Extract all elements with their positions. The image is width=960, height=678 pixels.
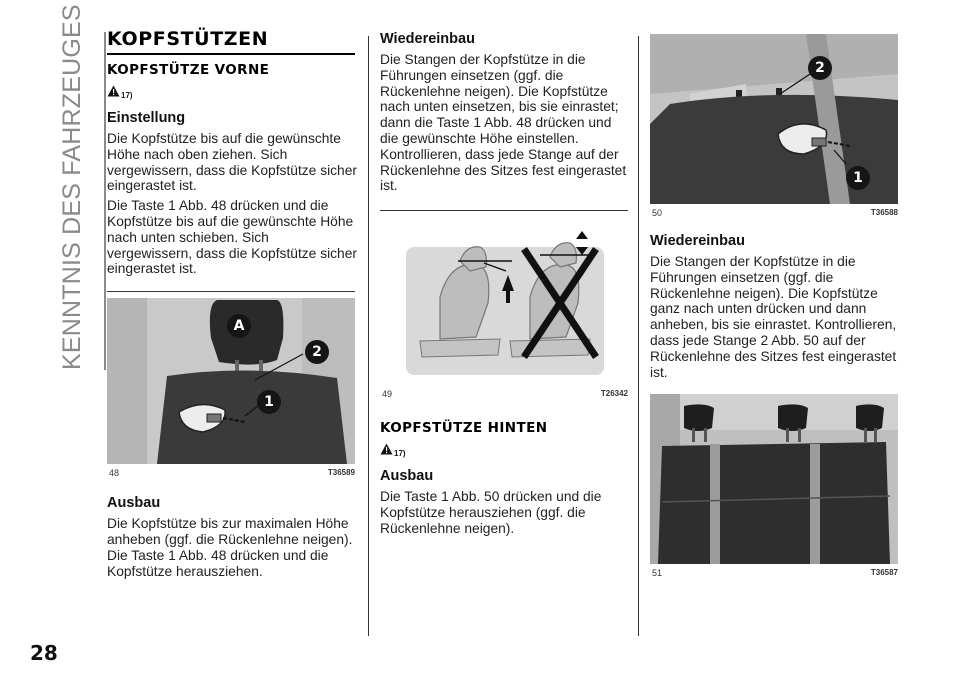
title-rule bbox=[107, 53, 355, 55]
heading-wiedereinbau: Wiedereinbau bbox=[380, 31, 475, 47]
page-number: 28 bbox=[30, 641, 58, 665]
rear-bench-illustration bbox=[650, 394, 898, 564]
column-divider bbox=[368, 36, 369, 636]
figure-code: T36588 bbox=[870, 208, 898, 217]
warning-ref-number: 17) bbox=[394, 449, 406, 459]
callout-a: A bbox=[227, 314, 251, 338]
heading-ausbau: Ausbau bbox=[380, 468, 434, 485]
warning-reference bbox=[107, 85, 357, 105]
figure-code: T36589 bbox=[327, 468, 355, 478]
paragraph: Die Kopfstütze bis zur maximalen Höhe anheben (ggf. die Rückenlehne neigen). Die Taste 1 Abb. 48 drücken und die Kopfstütze herausziehen. bbox=[107, 516, 353, 579]
column-2 bbox=[380, 28, 630, 537]
figure-number: 48 bbox=[109, 468, 120, 479]
heading-einstellung: Einstellung bbox=[107, 110, 186, 126]
chapter-title: KENNTNIS DES FAHRZEUGES bbox=[58, 4, 86, 370]
figure-number: 51 bbox=[652, 568, 663, 579]
figure-51-image bbox=[650, 394, 898, 564]
subsection-title: KOPFSTÜTZE VORNE bbox=[107, 62, 270, 78]
figure-49-image bbox=[380, 217, 628, 385]
figure-code: T26342 bbox=[600, 389, 628, 399]
figure-51 bbox=[650, 394, 900, 578]
figure-code: T36587 bbox=[870, 568, 898, 578]
figure-caption bbox=[650, 208, 900, 218]
callout-1: 1 bbox=[846, 166, 870, 190]
column-1 bbox=[107, 28, 357, 579]
warning-icon bbox=[107, 85, 120, 97]
paragraph: Die Stangen der Kopfstütze in die Führungen einsetzen (ggf. die Rückenlehne neigen). Die Kopfstütze ganz nach unten drücken und dann anheben, bis sie einrastet. Kontrollieren, dass jede Stange 2 Abb. 50 auf der Rückenlehne des Sitzes fest eingerastet ist. bbox=[650, 254, 897, 380]
paragraph: Die Stangen der Kopfstütze in die Führungen einsetzen (ggf. die Rückenlehne neigen). Die Kopfstütze nach unten einsetzen, bis sie einrastet; dann die Taste 1 Abb. 48 drücken und die gewünschte Höhe einstellen. Kontrollieren, dass jede Stange auf der Rückenlehne des Sitzes fest eingerastet ist. bbox=[380, 52, 627, 194]
column-divider bbox=[638, 36, 639, 636]
figure-50-image bbox=[650, 34, 898, 204]
figure-number: 49 bbox=[382, 389, 393, 400]
figure-top-rule bbox=[380, 210, 628, 211]
paragraph: Die Taste 1 Abb. 50 drücken und die Kopfstütze herausziehen (ggf. die Rückenlehne neigen). bbox=[380, 489, 602, 536]
column-3 bbox=[650, 28, 900, 578]
chapter-side-tab bbox=[30, 4, 90, 370]
subsection-title: KOPFSTÜTZE HINTEN bbox=[380, 420, 548, 437]
warning-reference bbox=[380, 443, 630, 463]
figure-number: 50 bbox=[652, 208, 663, 218]
figure-caption bbox=[107, 468, 357, 478]
section-title: KOPFSTÜTZEN bbox=[107, 28, 269, 50]
headrest-installation-illustration bbox=[380, 217, 628, 385]
figure-caption bbox=[380, 389, 630, 399]
figure-48-image bbox=[107, 298, 355, 464]
figure-top-rule bbox=[107, 291, 355, 292]
chapter-divider bbox=[104, 32, 106, 370]
callout-2: 2 bbox=[808, 56, 832, 80]
paragraph: Die Taste 1 Abb. 48 drücken und die Kopfstütze bis auf die gewünschte Höhe nach unten schieben. Sich vergewissern, dass die Kopfstütze sicher eingerastet ist. bbox=[107, 198, 357, 277]
heading-ausbau: Ausbau bbox=[107, 495, 161, 512]
heading-wiedereinbau: Wiedereinbau bbox=[650, 233, 745, 249]
figure-50 bbox=[650, 34, 900, 218]
warning-ref-number: 17) bbox=[121, 91, 133, 100]
callout-2: 2 bbox=[305, 340, 329, 364]
warning-icon bbox=[380, 443, 393, 455]
paragraph: Die Kopfstütze bis auf die gewünschte Höhe nach oben ziehen. Sich vergewissern, dass die Kopfstütze sicher eingerastet ist. bbox=[107, 131, 357, 194]
figure-48 bbox=[107, 291, 357, 478]
figure-caption bbox=[650, 568, 900, 578]
figure-49 bbox=[380, 210, 630, 399]
callout-1: 1 bbox=[257, 390, 281, 414]
